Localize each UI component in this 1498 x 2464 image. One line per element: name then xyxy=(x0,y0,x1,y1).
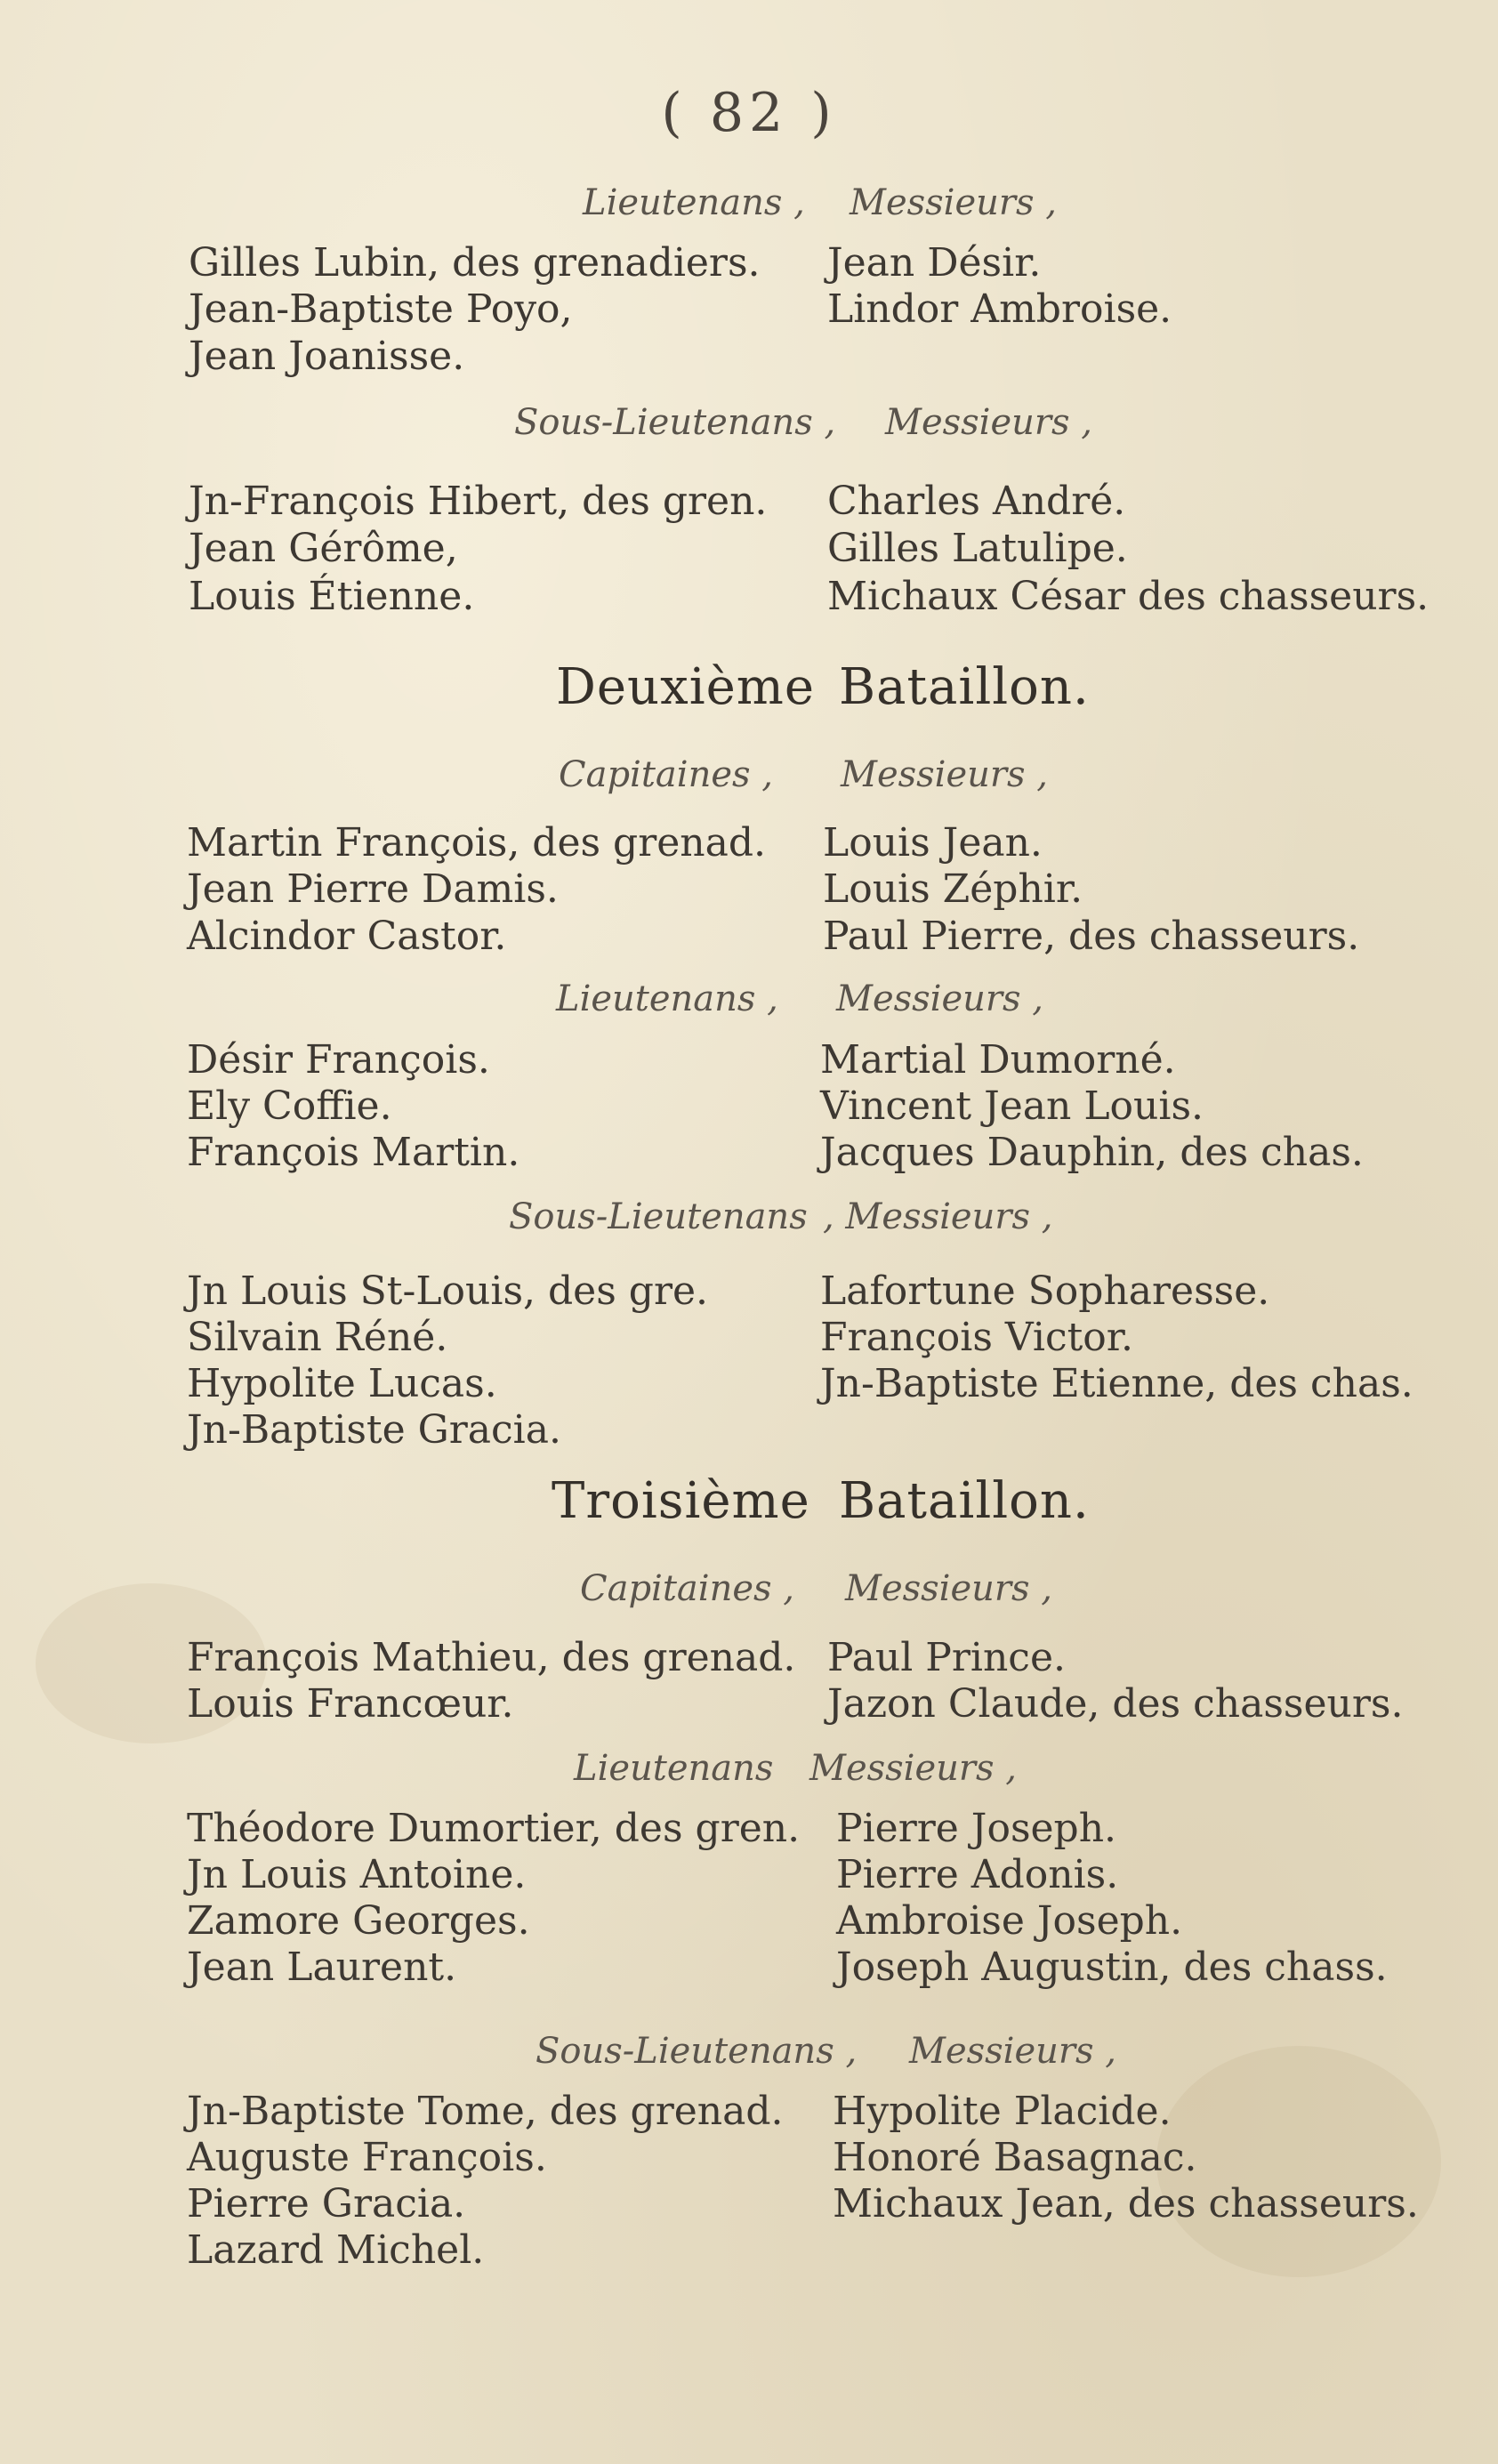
battalion-title: Deuxième xyxy=(556,658,815,716)
battalion-title: Troisième xyxy=(552,1472,810,1530)
name-entry: Martial Dumorné. xyxy=(820,1037,1176,1083)
section-header-right: , Messieurs , xyxy=(823,1196,1053,1237)
name-entry: Théodore Dumortier, des gren. xyxy=(187,1806,801,1851)
name-entry: Pierre Joseph. xyxy=(836,1806,1117,1851)
name-entry: Jn-Baptiste Etienne, des chas. xyxy=(820,1361,1413,1406)
section-header-right: Messieurs , xyxy=(841,754,1048,795)
page-number: ( 82 ) xyxy=(661,82,837,144)
name-entry: Jacques Dauphin, des chas. xyxy=(820,1130,1364,1175)
name-entry: Jn-Baptiste Tome, des grenad. xyxy=(187,2089,784,2134)
section-header-left: Capitaines , xyxy=(559,754,773,795)
section-header-left: Lieutenans xyxy=(574,1748,774,1789)
name-entry: Désir François. xyxy=(187,1037,490,1083)
name-entry: Zamore Georges. xyxy=(187,1898,530,1944)
battalion-title: Bataillon. xyxy=(839,1472,1090,1530)
name-entry: Jean Gérôme, xyxy=(189,526,458,571)
name-entry: Silvain Réné. xyxy=(187,1315,448,1360)
name-entry: Vincent Jean Louis. xyxy=(820,1083,1204,1129)
section-header-left: Sous-Lieutenans , xyxy=(536,2031,858,2072)
name-entry: Ambroise Joseph. xyxy=(836,1898,1183,1944)
name-entry: Michaux César des chasseurs. xyxy=(827,574,1430,619)
name-entry: Lafortune Sopharesse. xyxy=(820,1268,1270,1314)
name-entry: Louis Zéphir. xyxy=(823,866,1083,912)
name-entry: Auguste François. xyxy=(187,2135,547,2180)
name-entry: Alcindor Castor. xyxy=(187,914,507,959)
section-header-left: Sous-Lieutenans , xyxy=(514,402,836,443)
name-entry: Ely Coffie. xyxy=(187,1083,392,1129)
name-entry: Charles André. xyxy=(827,479,1126,524)
name-entry: Jean Joanisse. xyxy=(189,334,465,379)
name-entry: Joseph Augustin, des chass. xyxy=(836,1945,1388,1990)
section-header-right: Messieurs , xyxy=(850,182,1057,223)
name-entry: Hypolite Lucas. xyxy=(187,1361,497,1406)
name-entry: François Martin. xyxy=(187,1130,520,1175)
name-entry: Gilles Latulipe. xyxy=(827,526,1128,571)
name-entry: Jn-François Hibert, des gren. xyxy=(189,479,768,524)
paper-stain xyxy=(1156,2046,1441,2277)
section-header-left: Lieutenans , xyxy=(583,182,805,223)
battalion-title: Bataillon. xyxy=(839,658,1090,716)
section-header-left: Lieutenans , xyxy=(556,978,778,1019)
name-entry: Jean Désir. xyxy=(827,240,1042,286)
section-header-left: Capitaines , xyxy=(580,1568,794,1609)
section-header-left: Sous-Lieutenans xyxy=(509,1196,808,1237)
name-entry: Jean-Baptiste Poyo, xyxy=(189,286,573,332)
name-entry: Louis Francœur. xyxy=(187,1681,514,1727)
name-entry: Paul Pierre, des chasseurs. xyxy=(823,914,1360,959)
section-header-right: Messieurs , xyxy=(836,978,1043,1019)
name-entry: Jn-Baptiste Gracia. xyxy=(187,1407,561,1453)
section-header-right: Messieurs , xyxy=(885,402,1092,443)
name-entry: Gilles Lubin, des grenadiers. xyxy=(189,240,761,286)
name-entry: Jn Louis St-Louis, des gre. xyxy=(187,1268,709,1314)
name-entry: Louis Étienne. xyxy=(189,574,475,619)
name-entry: Jn Louis Antoine. xyxy=(187,1852,527,1897)
name-entry: Michaux Jean, des chasseurs. xyxy=(833,2181,1419,2226)
section-header-right: Messieurs , xyxy=(845,1568,1052,1609)
name-entry: Jean Pierre Damis. xyxy=(187,866,559,912)
name-entry: Jazon Claude, des chasseurs. xyxy=(827,1681,1404,1727)
section-header-right: Messieurs , xyxy=(909,2031,1116,2072)
name-entry: François Mathieu, des grenad. xyxy=(187,1635,796,1680)
name-entry: Louis Jean. xyxy=(823,820,1043,866)
name-entry: Lindor Ambroise. xyxy=(827,286,1172,332)
name-entry: Jean Laurent. xyxy=(187,1945,457,1990)
name-entry: Pierre Adonis. xyxy=(836,1852,1119,1897)
name-entry: Hypolite Placide. xyxy=(833,2089,1172,2134)
name-entry: François Victor. xyxy=(820,1315,1133,1360)
name-entry: Lazard Michel. xyxy=(187,2227,485,2273)
name-entry: Martin François, des grenad. xyxy=(187,820,767,866)
name-entry: Paul Prince. xyxy=(827,1635,1066,1680)
name-entry: Pierre Gracia. xyxy=(187,2181,466,2226)
section-header-right: Messieurs , xyxy=(809,1748,1017,1789)
name-entry: Honoré Basagnac. xyxy=(833,2135,1197,2180)
